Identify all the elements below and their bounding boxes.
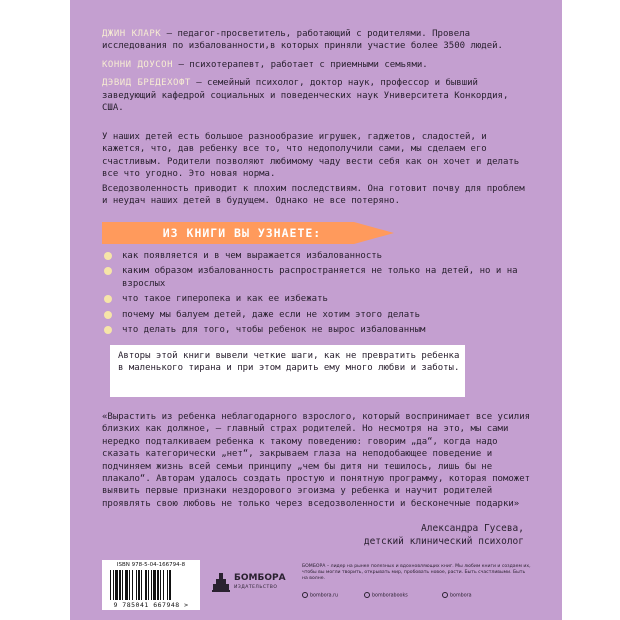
bullet-dot-icon <box>104 252 112 260</box>
list-item <box>102 265 542 290</box>
social-link[interactable]: bombora.ru <box>302 592 338 601</box>
social-links <box>302 592 542 604</box>
barcode-bar <box>169 570 171 600</box>
book-back-cover <box>70 0 562 620</box>
isbn-label: ISBN 978-5-04-166794-8 <box>116 562 186 568</box>
barcode-bar <box>138 570 140 600</box>
learn-list <box>102 250 542 339</box>
author-name: ДЭВИД БРЕДЕХОФТ <box>102 78 191 89</box>
barcode-bar <box>157 570 159 600</box>
list-item-text: что такое гиперопека и как ее избежать <box>122 294 328 305</box>
list-item-text: что делать для того, чтобы ребенок не вырос избалованным <box>122 325 426 336</box>
author-name: ДЖИН КЛАРК <box>102 29 162 39</box>
bullet-dot-icon <box>104 295 112 303</box>
author-entry <box>102 28 532 53</box>
list-item <box>102 309 542 321</box>
list-item <box>102 250 542 262</box>
barcode-bar <box>136 570 137 600</box>
section-banner <box>102 222 402 244</box>
barcode-bar <box>151 570 152 600</box>
barcode-bar <box>167 570 168 600</box>
telegram-icon <box>442 592 448 598</box>
social-link[interactable]: bombora <box>442 592 472 601</box>
bullet-dot-icon <box>104 267 112 275</box>
globe-icon <box>302 592 308 598</box>
signature-name: Александра Гусева, <box>421 523 524 534</box>
author-description: — педагог-просветитель, работающий с родителями. Провела исследования по избалованности,в которых приняли участие более 3500 людей. <box>102 29 503 52</box>
list-item-text: почему мы балуем детей, даже если не хотим этого делать <box>122 309 421 320</box>
barcode-bar <box>132 570 133 600</box>
barcode-bar <box>153 570 156 600</box>
barcode-bar <box>122 570 123 600</box>
publisher-description: БОМБОРА – лидер на рынке полезных и вдохновляющих книг. Мы любим книги и создаем их, чтобы вы могли творить, открывать мир, пробовать новое, расти. Быть счастливыми. Быть на волне. <box>302 564 531 581</box>
section-banner-title: ИЗ КНИГИ ВЫ УЗНАЕТЕ: <box>162 226 322 240</box>
vk-icon <box>364 592 370 598</box>
author-entry <box>102 77 532 114</box>
author-entry <box>102 59 532 71</box>
list-item <box>102 293 542 305</box>
list-item-text: каким образом избалованность распространяется не только на детей, но и на взрослых <box>122 266 518 289</box>
intro-paragraph: Вседозволенность приводит к плохим последствиям. Она готовит почву для проблем и неудач наших детей в будущем. Однако не все потеряно. <box>102 184 525 207</box>
list-item <box>102 324 542 336</box>
highlight-text: Авторы этой книги вывели четкие шаги, как не превратить ребенка в маленького тирана и при этом дарить ему много любви и заботы. <box>118 351 460 374</box>
barcode-bar <box>115 570 118 600</box>
review-quote: «Вырастить из ребенка неблагодарного взрослого, который воспринимает все усилия близких как должное, — главный страх родителей. Но несмотря на это, мы сами нередко подталкиваем ребенка к такому поведению: говорим „да“, когда надо сказать категорически „нет“, закрываем глаза на неподобающее поведение и подчиняем жизнь всей семьи принципу „чем бы дитя ни тешилось, лишь бы не плакало“. Авторам удалось создать простую и понятную программу, которая поможет выявить первые признаки нездорового эгоизма у ребенка и научит родителей проявлять свою любовь не только через вседозволенности и бесконечные подарки» <box>102 412 531 509</box>
barcode-bar <box>145 570 147 600</box>
bullet-dot-icon <box>104 326 112 334</box>
isbn-digits: 9 785041 667948 > <box>113 601 189 609</box>
barcode-bar <box>141 570 142 600</box>
barcode-bar <box>119 570 121 600</box>
authors-section <box>102 28 532 120</box>
bullet-dot-icon <box>104 311 112 319</box>
barcode-bar <box>110 570 111 600</box>
publisher-name: БОМБОРА <box>234 573 286 583</box>
barcode-bar <box>160 570 161 600</box>
author-name: КОННИ ДОУСОН <box>102 59 174 70</box>
barcode-bar <box>113 570 114 600</box>
signature-role: детский клинический психолог <box>363 536 524 547</box>
list-item-text: как появляется и в чем выражается избалованность <box>122 251 383 261</box>
barcode-bar <box>163 570 164 600</box>
barcode-bars <box>110 570 194 600</box>
quote-signature <box>364 522 524 548</box>
intro-paragraph: У наших детей есть большое разнообразие игрушек, гаджетов, сладостей, и кажется, что, дав ребенку все то, что недополучили сами, мы сделаем его счастливым. Родители позволяют любимому чаду вести себя как он хочет и делать все что угодно. Это новая норма. <box>102 132 520 180</box>
barcode-bar <box>129 570 130 600</box>
publisher-subtitle: ИЗДАТЕЛЬСТВО <box>234 585 278 590</box>
author-description: — семейный психолог, доктор наук, профессор и бывший заведующий кафедрой социальных и поведенческих наук Университета Конкордия, США. <box>102 78 509 114</box>
social-link[interactable]: bomborabooks <box>364 592 408 601</box>
barcode-bar <box>148 570 149 600</box>
author-description: — психотерапевт, работает с приемными семьями. <box>173 59 428 70</box>
barcode <box>102 560 200 610</box>
bombora-logo-icon <box>211 571 231 593</box>
barcode-bar <box>125 570 128 600</box>
